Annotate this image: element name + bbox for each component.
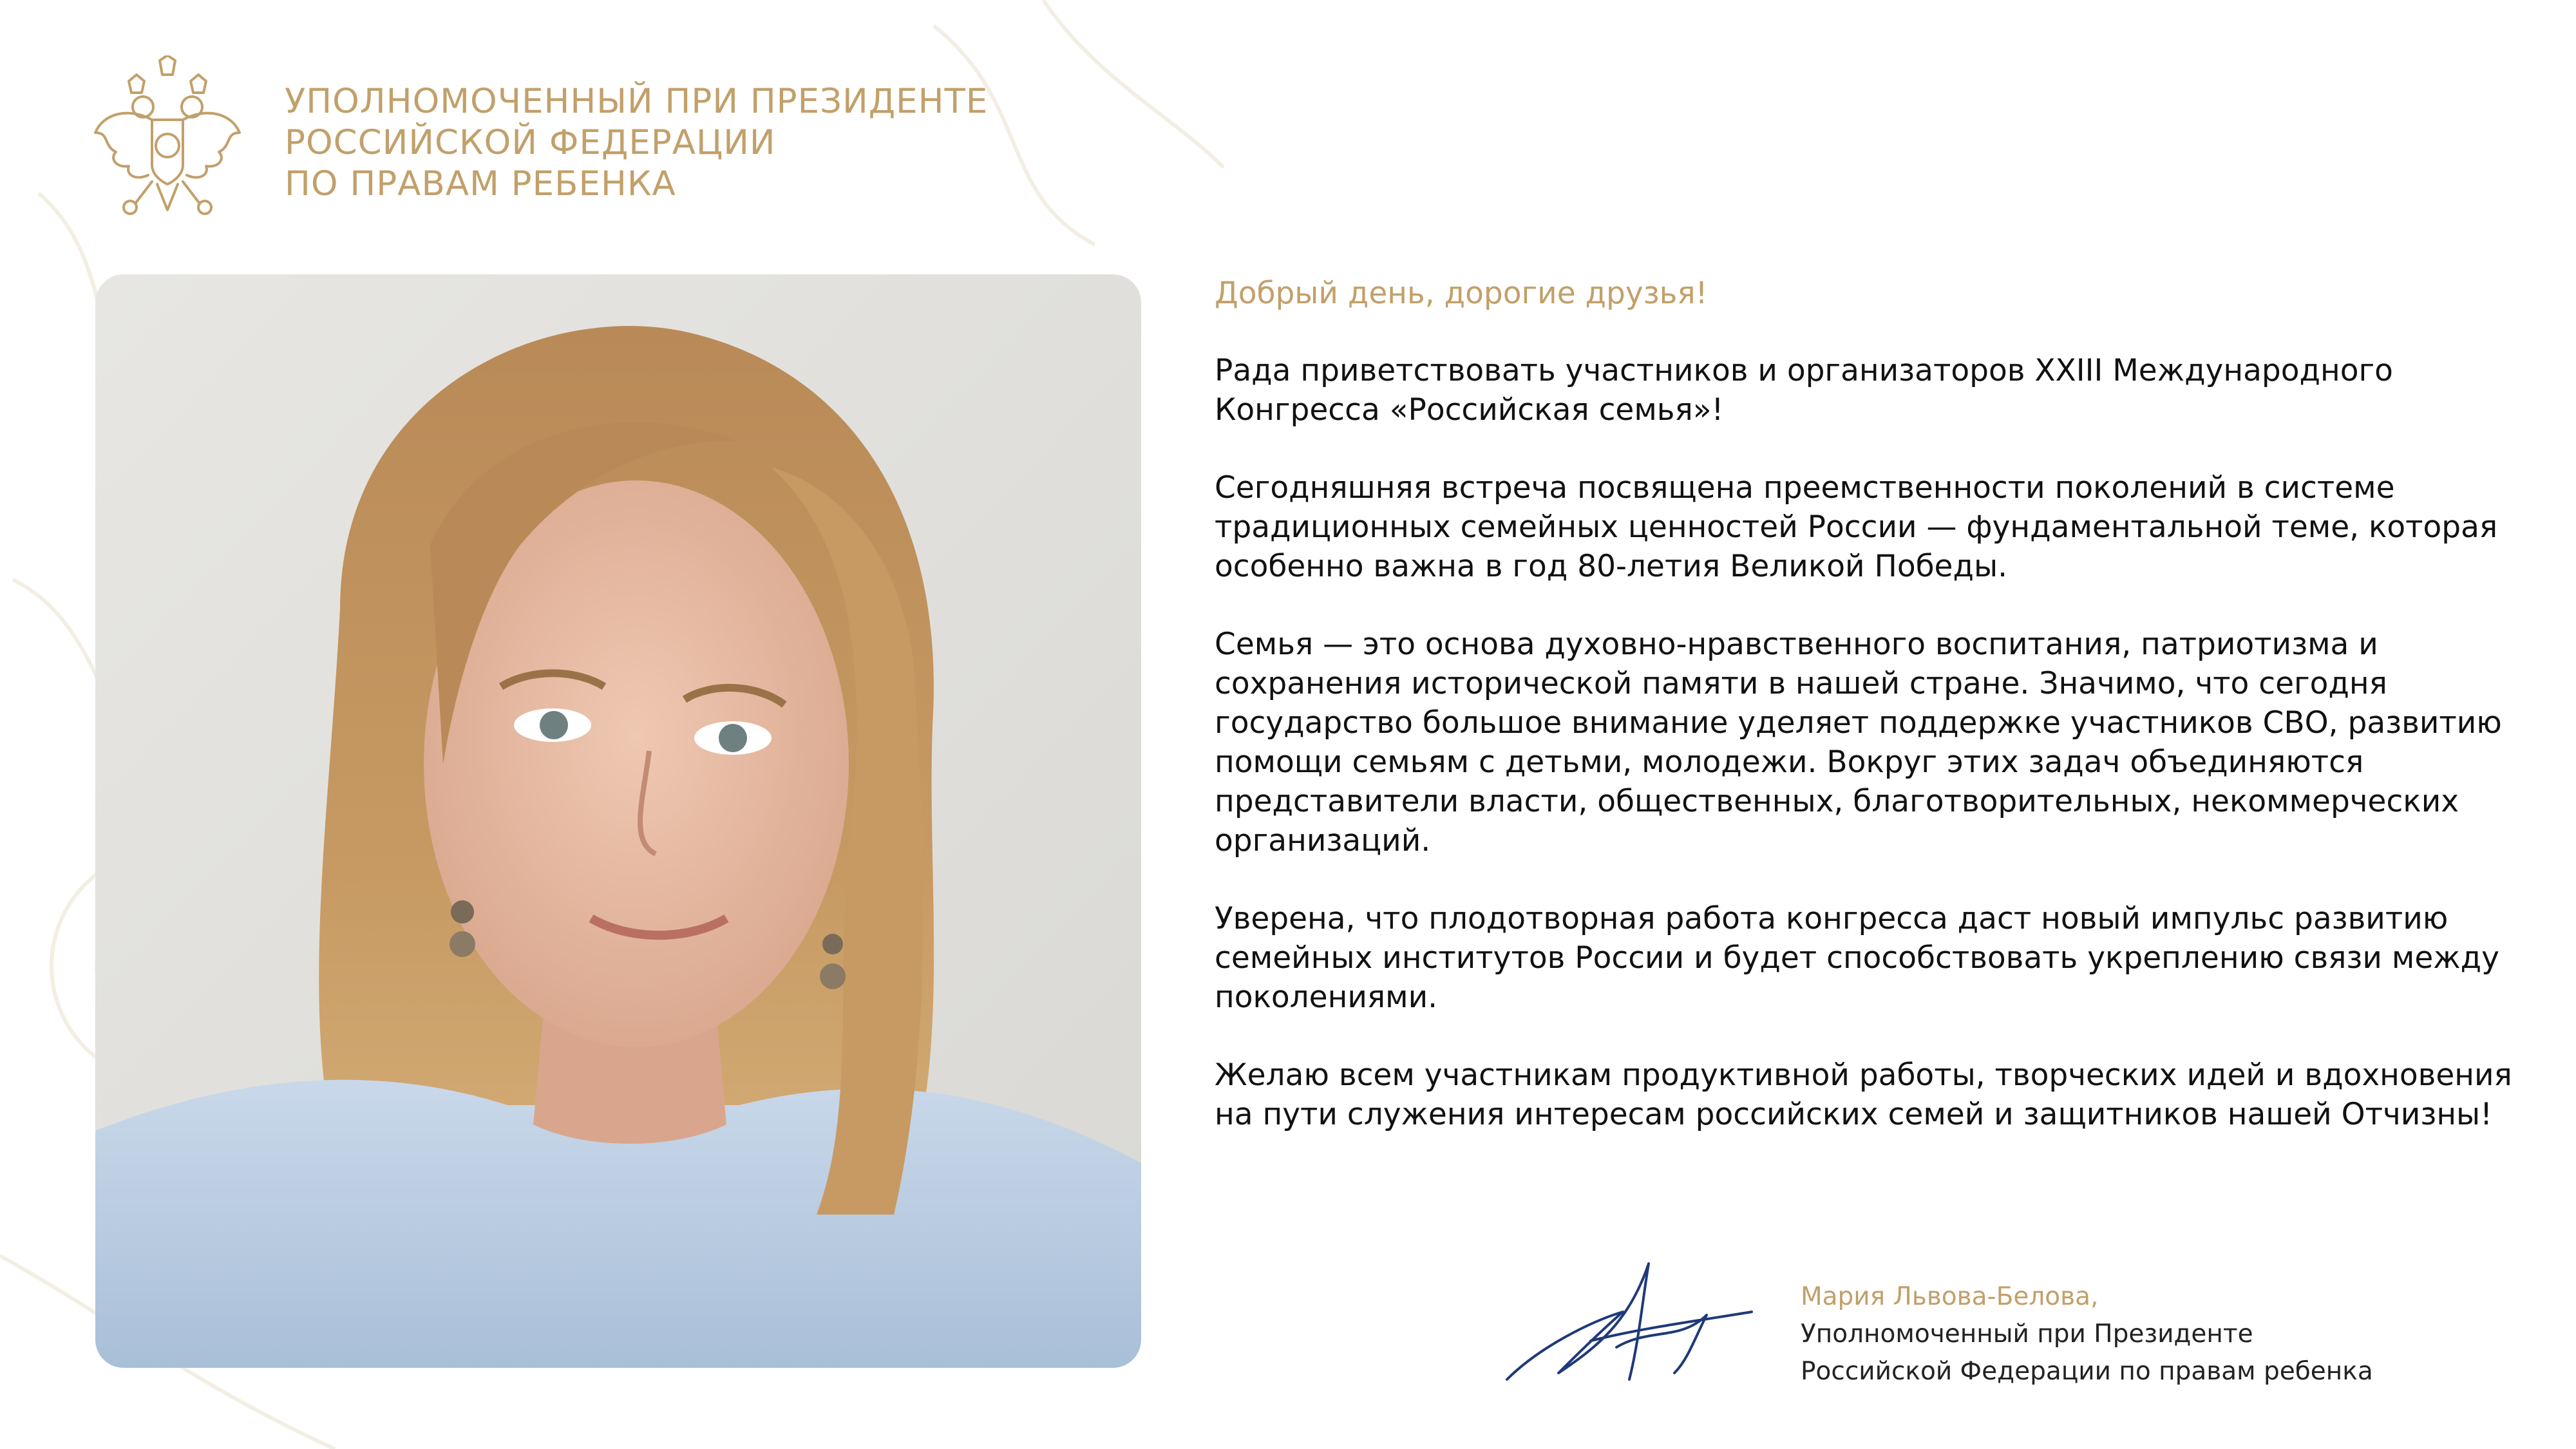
double-headed-eagle-emblem-icon [90, 55, 245, 223]
portrait-photo [95, 274, 1141, 1368]
org-title-line-2: РОССИЙСКОЙ ФЕДЕРАЦИИ [285, 123, 776, 162]
paragraph-2: Сегодняшняя встреча посвящена преемственности поколений в системе традиционных семейных ценностей России — фундаментальной теме, которая особенно важна в год 80-летия Великой Победы. [1215, 470, 2498, 584]
handwritten-signature [1501, 1251, 1758, 1399]
org-title-line-3: ПО ПРАВАМ РЕБЕНКА [285, 164, 676, 204]
paragraph-4: Уверена, что плодотворная работа конгресса даст новый импульс развитию семейных институтов России и будет способствовать укреплению связи между поколениями. [1215, 901, 2499, 1015]
org-title-line-1: УПОЛНОМОЧЕННЫЙ ПРИ ПРЕЗИДЕНТЕ [285, 82, 989, 121]
signer-block [1801, 1278, 2509, 1390]
signer-title-line-1: Уполномоченный при Президенте [1801, 1320, 2253, 1349]
org-title [285, 81, 1186, 205]
paragraph-1: Рада приветствовать участников и организаторов XXIII Международного Конгресса «Российская семья»! [1215, 353, 2393, 428]
signer-name: Мария Львова-Белова, [1801, 1282, 2099, 1311]
paragraph-5: Желаю всем участникам продуктивной работы, творческих идей и вдохновения на пути служения интересам российских семей и защитников нашей Отчизны! [1215, 1057, 2512, 1132]
paragraph-3: Семья — это основа духовно-нравственного воспитания, патриотизма и сохранения исторической памяти в нашей стране. Значимо, что сегодня государство большое внимание уделяет поддержке участников СВО, развитию помощи семьям с детьми, молодежи. Вокруг этих задач объединяются представители власти, общественных, благотворительных, некоммерческих организаций. [1215, 627, 2502, 858]
letter-body [1215, 274, 2528, 1173]
signer-title-line-2: Российской Федерации по правам ребенка [1801, 1357, 2373, 1386]
greeting: Добрый день, дорогие друзья! [1215, 276, 1708, 311]
